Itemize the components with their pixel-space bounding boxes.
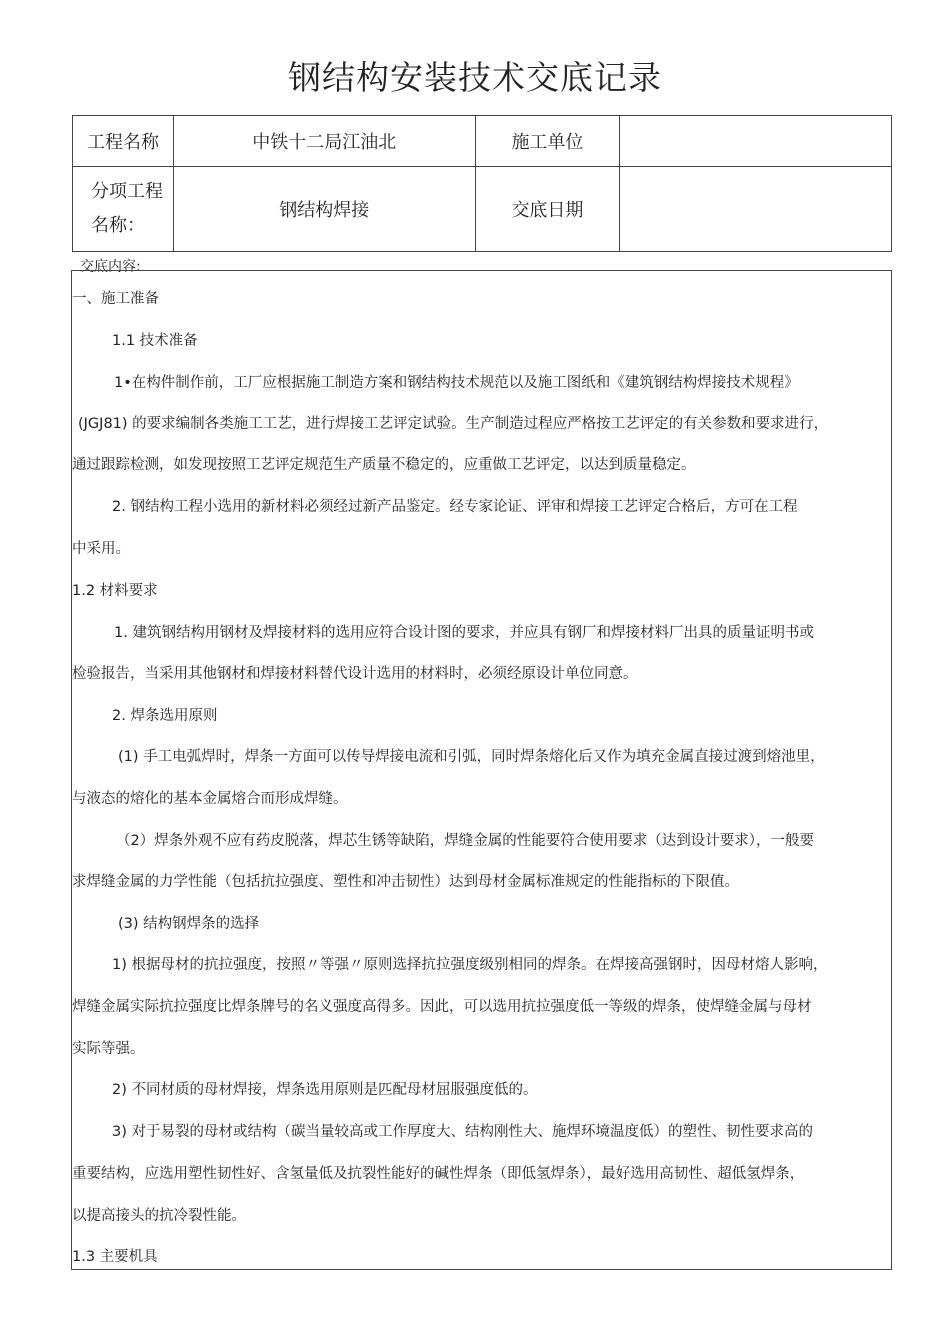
paragraph-line: 中采用。	[72, 541, 130, 557]
project-info-table	[72, 115, 892, 252]
briefing-date-value	[620, 167, 892, 252]
project-name-label: 工程名称	[73, 116, 174, 167]
sub-project-value: 钢结构焊接	[173, 167, 475, 252]
paragraph-line: (JGJ81) 的要求编制各类施工工艺，进行焊接工艺评定试验。生产制造过程应严格按工艺评定的有关参数和要求进行，	[78, 416, 829, 432]
construction-unit-label: 施工单位	[475, 116, 620, 167]
content-label: 交底内容:	[80, 259, 141, 275]
paragraph-line: 重要结构，应选用塑性韧性好、含氢量低及抗裂性能好的碱性焊条（即低氢焊条），最好选用高韧性、超低氢焊条，	[72, 1166, 805, 1182]
paragraph-line: 以提高接头的抗冷裂性能。	[72, 1208, 246, 1224]
project-name-value: 中铁十二局江油北	[173, 116, 475, 167]
paragraph-line: 通过跟踪检测，如发现按照工艺评定规范生产质量不稳定的，应重做工艺评定，以达到质量稳定。	[72, 457, 696, 473]
paragraph-line: （2）焊条外观不应有药皮脱落，焊芯生锈等缺陷，焊缝金属的性能要符合使用要求（达到设计要求），一般要	[116, 833, 814, 849]
paragraph-line: 3) 对于易裂的母材或结构（碳当量较高或工作厚度大、结构刚性大、施焊环境温度低）的塑性、韧性要求高的	[112, 1124, 813, 1140]
paragraph-line: 焊缝金属实际抗拉强度比焊条牌号的名义强度高得多。因此，可以选用抗拉强度低一等级的焊条，使焊缝金属与母材	[72, 999, 812, 1015]
paragraph-line: 1•在构件制作前，工厂应根据施工制造方案和钢结构技术规范以及施工图纸和《建筑钢结构焊接技术规程》	[114, 375, 799, 391]
sub-project-label-line1: 分项工程	[91, 181, 163, 202]
paragraph-line: 求焊缝金属的力学性能（包括抗拉强度、塑性和冲击韧性）达到母材金属标准规定的性能指标的下限值。	[72, 874, 739, 890]
paragraph-line: 2. 钢结构工程小选用的新材料必须经过新产品鉴定。经专家论证、评审和焊接工艺评定合格后，方可在工程	[112, 499, 798, 515]
sub-project-label	[73, 167, 174, 252]
paragraph-line: (1) 手工电弧焊时，焊条一方面可以传导焊接电流和引弧，同时焊条熔化后又作为填充金属直接过渡到熔池里，	[118, 749, 825, 765]
briefing-date-label: 交底日期	[475, 167, 620, 252]
section-heading: 一、施工准备	[72, 291, 159, 307]
subsection-heading: 1.3 主要机具	[72, 1249, 158, 1265]
paragraph-line: 2) 不同材质的母材焊接，焊条选用原则是匹配母材屈服强度低的。	[112, 1082, 538, 1098]
document-title: 钢结构安装技术交底记录	[288, 58, 662, 97]
construction-unit-value	[620, 116, 892, 167]
paragraph-line: 2. 焊条选用原则	[112, 708, 218, 724]
paragraph-line: 1. 建筑钢结构用钢材及焊接材料的选用应符合设计图的要求，并应具有钢厂和焊接材料厂出具的质量证明书或	[114, 625, 814, 641]
paragraph-line: 实际等强。	[72, 1041, 145, 1057]
subsection-heading: 1.2 材料要求	[72, 583, 158, 599]
sub-project-label-line2: 名称：	[91, 215, 145, 236]
paragraph-line: 检验报告，当采用其他钢材和焊接材料替代设计选用的材料时，必须经原设计单位同意。	[72, 666, 638, 682]
subsection-heading: 1.1 技术准备	[112, 333, 198, 349]
paragraph-line: 1) 根据母材的抗拉强度，按照〃等强〃原则选择抗拉强度级别相同的焊条。在焊接高强钢时，因母材熔人影响，	[112, 957, 828, 973]
paragraph-line: 与液态的熔化的基本金属熔合而形成焊缝。	[72, 791, 348, 807]
paragraph-line: (3) 结构钢焊条的选择	[118, 916, 260, 932]
